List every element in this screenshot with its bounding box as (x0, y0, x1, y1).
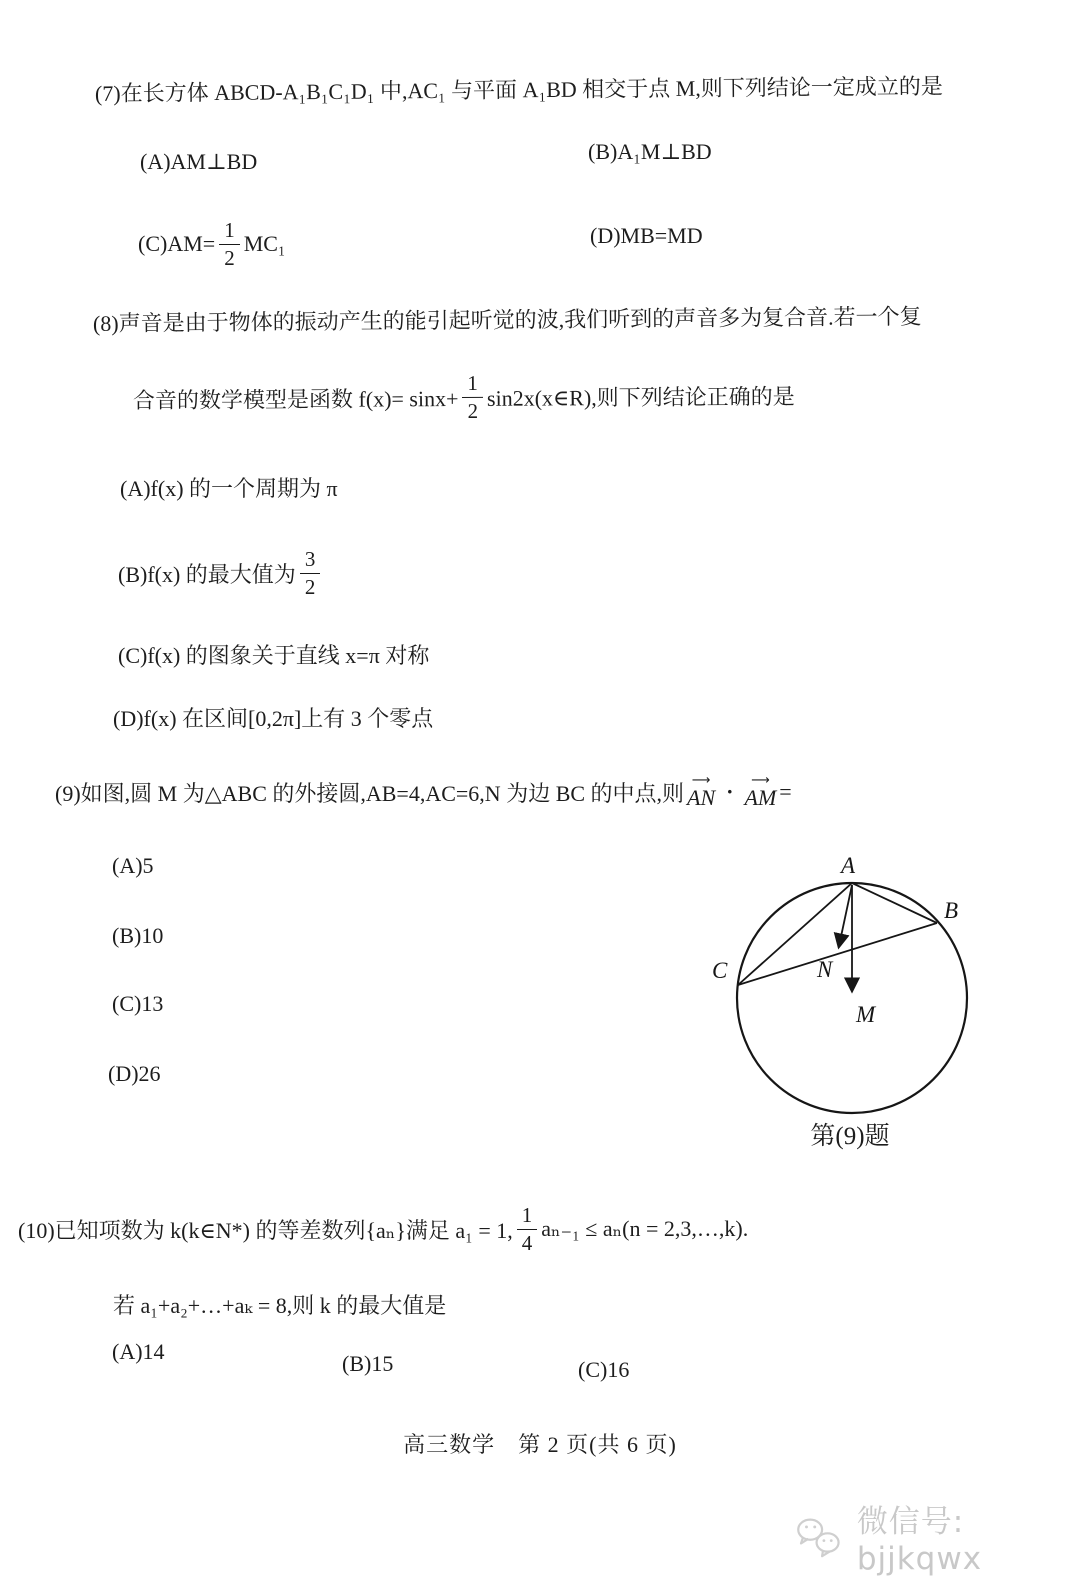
fraction (517, 1203, 538, 1254)
fraction-denominator: 2 (224, 245, 235, 270)
chord-ab (852, 883, 937, 923)
watermark-text: 微信号: bjjkqwx (856, 1504, 983, 1577)
point-label-c: C (712, 958, 728, 983)
q9-stem-pre: (9)如图,圆 M 为△ABC 的外接圆,AB=4,AC=6,N 为边 BC 的中点,则 (55, 780, 685, 806)
q9-stem (55, 772, 792, 812)
q8-option-d: (D)f(x) 在区间[0,2π]上有 3 个零点 (113, 706, 434, 731)
q8-stem-line2 (133, 368, 795, 426)
fraction (300, 547, 321, 598)
fraction-denominator: 2 (467, 398, 479, 423)
q7-option-c (138, 218, 286, 270)
q9-option-d: (D)26 (108, 1061, 161, 1086)
arrow-a-to-n (839, 885, 852, 946)
point-label-n: N (817, 957, 833, 982)
fraction (219, 218, 240, 269)
watermark (790, 1496, 1080, 1577)
vector-an (687, 772, 716, 810)
q10-option-a: (A)14 (112, 1339, 165, 1364)
q10-stem-post: aₙ₋₁ ≤ aₙ(n = 2,3,…,k). (541, 1216, 749, 1241)
fraction-numerator: 1 (517, 1203, 538, 1229)
q10-option-b: (B)15 (342, 1351, 394, 1376)
q7-option-b: (B)A₁M⊥BD (588, 139, 712, 164)
q8-option-a: (A)f(x) 的一个周期为 π (120, 476, 338, 501)
q9-stem-equals: = (779, 779, 792, 804)
q7-stem: (7)在长方体 ABCD-A₁B₁C₁D₁ 中,AC₁ 与平面 A₁BD 相交于点 M,则下列结论一定成立的是 (94, 73, 943, 106)
point-label-b: B (944, 898, 959, 923)
wechat-icon (790, 1511, 847, 1563)
vector-arrow-icon: ⟶ (691, 772, 711, 788)
fraction-denominator: 2 (304, 574, 316, 599)
fraction-numerator: 1 (219, 218, 240, 244)
dot-product-symbol: · (726, 779, 734, 804)
point-label-m: M (856, 1002, 876, 1027)
fraction-numerator: 1 (462, 371, 483, 397)
figure-caption: 第(9)题 (810, 1123, 890, 1150)
q8-stem-line2-pre: 合音的数学模型是函数 f(x)= sinx+ (132, 385, 459, 413)
fraction-numerator: 3 (300, 547, 321, 573)
q9-option-c: (C)13 (112, 991, 164, 1016)
fraction-denominator: 4 (521, 1230, 533, 1255)
q8-stem-line2-post: sin2x(x∈R),则下列结论正确的是 (486, 383, 795, 411)
q10-stem-pre: (10)已知项数为 k(k∈N*) 的等差数列{aₙ}满足 a₁ = 1, (18, 1217, 513, 1243)
fraction (462, 371, 483, 422)
page-footer: 高三数学 第 2 页(共 6 页) (403, 1432, 677, 1457)
vector-am-label: AM (744, 784, 777, 810)
q7-option-c-pre: (C)AM= (138, 231, 216, 256)
chord-cb (738, 923, 937, 985)
q7-option-c-post: MC₁ (243, 231, 286, 256)
vector-an-label: AN (687, 784, 716, 810)
circumcircle-figure (680, 840, 1020, 1150)
q10-stem-line2: 若 a₁+a₂+…+aₖ = 8,则 k 的最大值是 (113, 1293, 447, 1318)
vector-am (744, 772, 777, 810)
q10-stem (18, 1200, 748, 1258)
q10-option-c: (C)16 (578, 1357, 630, 1382)
q8-option-b-pre: (B)f(x) 的最大值为 (118, 561, 296, 587)
q9-option-a: (A)5 (112, 853, 154, 878)
q8-option-c: (C)f(x) 的图象关于直线 x=π 对称 (118, 643, 430, 668)
vector-arrow-icon: ⟶ (751, 772, 770, 788)
q8-stem-line1: (8)声音是由于物体的振动产生的能引起听觉的波,我们听到的声音多为复合音.若一个复 (92, 303, 922, 336)
circumcircle-figure-svg (680, 840, 1020, 1130)
q9-option-b: (B)10 (112, 923, 164, 948)
q8-option-b (118, 545, 324, 601)
q7-option-d: (D)MB=MD (590, 223, 703, 248)
q7-option-a: (A)AM⊥BD (140, 149, 258, 174)
point-label-a: A (840, 853, 856, 878)
